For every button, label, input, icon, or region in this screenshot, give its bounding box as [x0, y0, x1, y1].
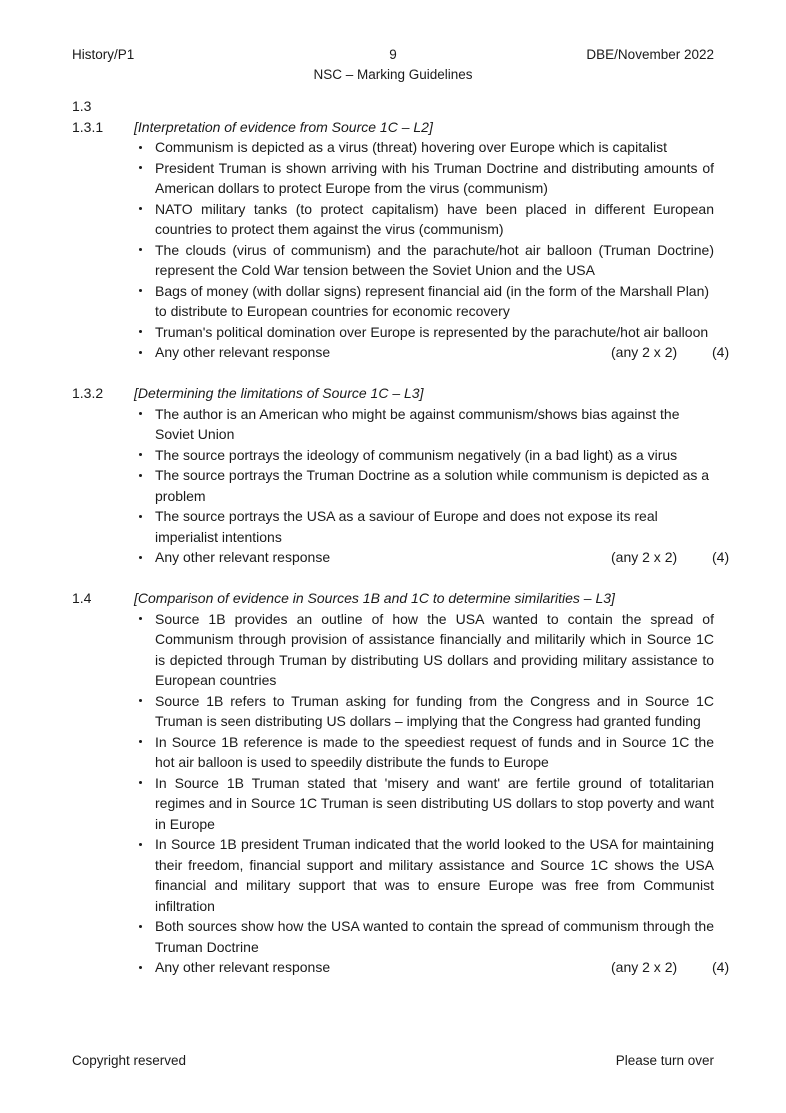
page-footer: [72, 1053, 714, 1071]
answer-bullet: [72, 199, 714, 240]
header-exam-session: DBE/November 2022: [586, 47, 714, 62]
answer-bullet-text: Any other relevant response: [155, 344, 331, 360]
mark-allocation-note: (any 2 x 2): [611, 344, 678, 360]
header-top-row: [72, 45, 714, 65]
answer-bullet: [72, 547, 730, 568]
section-title: [Comparison of evidence in Sources 1B and 1C to determine similarities – L3]: [134, 590, 615, 606]
answer-bullet-text: The source portrays the Truman Doctrine as a solution while communism is depicted as a problem: [155, 467, 710, 504]
answer-section: [72, 117, 730, 363]
answer-bullet-text: Source 1B provides an outline of how the USA wanted to contain the spread of Communism through provision of assistance financially and militarily which in Source 1C is depicted through Truman by distributing US dollars and providing military assistance to European countries: [155, 610, 714, 688]
section-heading: [72, 588, 714, 609]
answer-bullet: [72, 445, 714, 466]
answer-body: [72, 96, 730, 978]
answer-bullet-text: Communism is depicted as a virus (threat) hovering over Europe which is capitalist: [155, 139, 667, 155]
mark-total: (4): [712, 959, 730, 975]
answer-section: [72, 96, 714, 117]
answer-bullet-text: In Source 1B president Truman indicated that the world looked to the USA for maintaining their freedom, financial support and military assistance and Source 1C shows the USA financial and military support that was to ensure Europe was free from Communist infiltration: [155, 836, 714, 914]
answer-bullet-text: In Source 1B reference is made to the speediest request of funds and in Source 1C the hot air balloon is used to speedily distribute the funds to Europe: [155, 733, 714, 770]
answer-bullet-text: NATO military tanks (to protect capitalism) have been placed in different European countries to protect them against the virus (communism): [155, 200, 714, 237]
answer-bullet-text: Bags of money (with dollar signs) represent financial aid (in the form of the Marshall Plan) to distribute to European countries for economic recovery: [155, 282, 710, 319]
answer-bullet-text: Any other relevant response: [155, 549, 331, 565]
answer-bullet: [72, 404, 714, 445]
answer-bullet-text: The clouds (virus of communism) and the parachute/hot air balloon (Truman Doctrine) represent the Cold War tension between the Soviet Union and the USA: [155, 241, 714, 278]
page-header: [72, 45, 714, 85]
answer-bullet: [72, 240, 714, 281]
answer-bullet-text: The author is an American who might be against communism/shows bias against the Soviet Union: [155, 405, 680, 442]
answer-bullet: [72, 732, 714, 773]
answer-bullet-text: The source portrays the USA as a saviour of Europe and does not expose its real imperialist intentions: [155, 508, 658, 545]
answer-bullet-list: [72, 609, 730, 978]
section-spacer: [72, 363, 714, 384]
question-number: 1.4: [72, 590, 92, 606]
answer-section: [72, 588, 730, 978]
question-number: 1.3.2: [72, 385, 104, 401]
section-heading: [72, 383, 714, 404]
answer-bullet: [72, 465, 714, 506]
section-heading: [72, 117, 714, 138]
mark-total: (4): [712, 549, 730, 565]
answer-bullet-text: Both sources show how the USA wanted to contain the spread of communism through the Truman Doctrine: [155, 918, 714, 955]
section-title: [Interpretation of evidence from Source 1C – L2]: [134, 118, 433, 135]
answer-bullet-text: President Truman is shown arriving with his Truman Doctrine and distributing amounts of American dollars to protect Europe from the virus (communism): [155, 159, 714, 196]
answer-bullet: [72, 137, 714, 158]
section-spacer: [72, 568, 714, 589]
answer-bullet-list: [72, 137, 730, 363]
footer-copyright: Copyright reserved: [72, 1053, 187, 1068]
header-document-subtitle: NSC – Marking Guidelines: [313, 67, 473, 82]
answer-bullet: [72, 342, 730, 363]
answer-bullet: [72, 506, 714, 547]
answer-bullet-text: In Source 1B Truman stated that 'misery and want' are fertile ground of totalitarian regimes and in Source 1C Truman is seen distributing US dollars to stop poverty and want in Europe: [155, 774, 714, 832]
answer-bullet: [72, 281, 714, 322]
answer-bullet: [72, 691, 714, 732]
footer-turn-over: Please turn over: [615, 1053, 714, 1068]
answer-bullet-text: Any other relevant response: [155, 959, 331, 975]
section-title: [Determining the limitations of Source 1C – L3]: [134, 385, 424, 401]
answer-bullet: [72, 957, 730, 978]
answer-bullet: [72, 609, 714, 691]
answer-bullet: [72, 916, 714, 957]
answer-bullet: [72, 773, 714, 835]
answer-bullet-text: Source 1B refers to Truman asking for funding from the Congress and in Source 1C Truman is seen distributing US dollars – implying that the Congress had granted funding: [155, 692, 714, 729]
header-subject-code: History/P1: [72, 47, 135, 62]
mark-allocation-note: (any 2 x 2): [611, 959, 678, 975]
question-number: 1.3.1: [72, 118, 104, 135]
answer-bullet-text: The source portrays the ideology of communism negatively (in a bad light) as a virus: [155, 446, 678, 463]
answer-bullet: [72, 322, 714, 343]
answer-bullet-text: Truman's political domination over Europe is represented by the parachute/hot air balloon: [155, 323, 709, 340]
header-page-number: 9: [389, 47, 397, 62]
mark-allocation-note: (any 2 x 2): [611, 549, 678, 565]
answer-section: [72, 383, 730, 568]
mark-total: (4): [712, 344, 730, 360]
answer-bullet: [72, 158, 714, 199]
answer-bullet-list: [72, 404, 730, 568]
question-number: 1.3: [72, 98, 92, 114]
answer-bullet: [72, 834, 714, 916]
